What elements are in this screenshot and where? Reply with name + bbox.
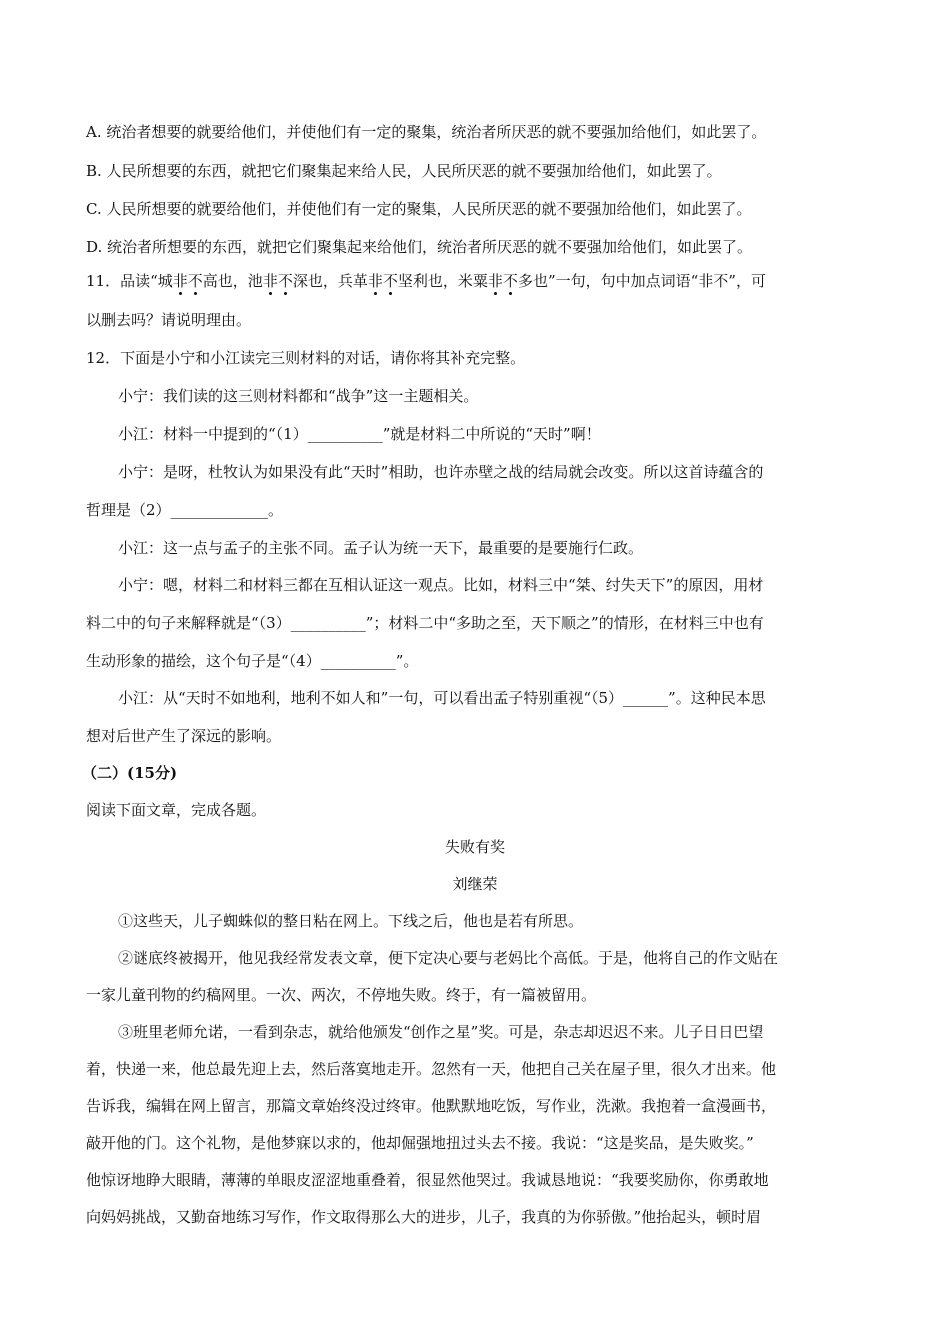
option-a: A. 统治者想要的就要给他们，并使他们有一定的聚集，统治者所厌恶的就不要强加给他们，如此罢了。 <box>86 123 767 141</box>
dialogue-line: 生动形象的描绘，这个句子是“（4）__________”。 <box>86 652 419 670</box>
q11-text-5: 多也”一句，句中加点词语“非不”，可 <box>517 272 766 290</box>
article-title: 失败有奖 <box>444 838 505 856</box>
dialogue-line: 小江：材料一中提到的“（1）__________”就是材料二中所说的“天时”啊！ <box>118 425 601 443</box>
emphasis-dot-char: 非 <box>262 272 278 290</box>
question-11-line-2: 以删去吗？请说明理由。 <box>86 311 252 329</box>
article-paragraph: 一家儿童刊物的约稿网里。一次、两次，不停地失败。终于，有一篇被留用。 <box>86 986 597 1004</box>
q11-text-2: 高也，池 <box>202 272 263 290</box>
dialogue-line: 小宁：嗯，材料二和材料三都在互相认证这一观点。比如，材料三中“桀、纣失天下”的原因，用材 <box>118 576 764 594</box>
section-heading: （二）(15分) <box>82 764 178 782</box>
emphasis-dot-char: 非 <box>172 272 188 290</box>
dialogue-line: 料二中的句子来解释就是“（3）__________”；材料二中“多助之至，天下顺之”的情形，在材料三中也有 <box>86 614 764 632</box>
article-paragraph: 告诉我，编辑在网上留言，那篇文章始终没过终审。他默默地吃饭，写作业，洗漱。我抱着一盒漫画书， <box>86 1097 777 1115</box>
q11-text-1: 11．品读“城 <box>86 272 173 290</box>
emphasis-dot-char: 不 <box>187 272 203 290</box>
article-paragraph: 着，快递一来，他总最先迎上去，然后落寞地走开。忽然有一天，他把自己关在屋子里，很久才出来。他 <box>86 1060 777 1078</box>
dialogue-line: 小江：这一点与孟子的主张不同。孟子认为统一天下，最重要的是要施行仁政。 <box>118 539 644 557</box>
question-12-title: 12．下面是小宁和小江读完三则材料的对话，请你将其补充完整。 <box>86 349 526 367</box>
option-d: D. 统治者所想要的东西，就把它们聚集起来给他们，统治者所厌恶的就不要强加给他们，如此罢了。 <box>86 238 753 256</box>
emphasis-dot-word-4 <box>488 272 518 290</box>
emphasis-dot-word-2 <box>263 272 293 290</box>
emphasis-dot-char: 不 <box>277 272 293 290</box>
question-11 <box>86 271 766 291</box>
option-b: B. 人民所想要的东西，就把它们聚集起来给人民，人民所厌恶的就不要强加给他们，如此罢了。 <box>86 162 722 180</box>
emphasis-dot-char: 非 <box>367 272 383 290</box>
dialogue-line: 小宁：是呀，杜牧认为如果没有此“天时”相助，也许赤壁之战的结局就会改变。所以这首诗蕴含的 <box>118 463 764 481</box>
article-paragraph: ②谜底终被揭开，他见我经常发表文章，便下定决心要与老妈比个高低。于是，他将自己的作文贴在 <box>118 949 779 967</box>
emphasis-dot-char: 不 <box>502 272 518 290</box>
option-c: C. 人民所想要的就要给他们，并使他们有一定的聚集，人民所厌恶的就不要强加给他们，如此罢了。 <box>86 200 752 218</box>
dialogue-line: 小江：从“天时不如地利，地利不如人和”一句，可以看出孟子特别重视“（5）______”。这种民本思 <box>118 689 766 707</box>
dialogue-line: 想对后世产生了深远的影响。 <box>86 727 282 745</box>
article-author: 刘继荣 <box>452 875 498 893</box>
section-instruction: 阅读下面文章，完成各题。 <box>86 801 267 819</box>
emphasis-dot-word-1 <box>173 272 203 290</box>
q11-text-4: 坚利也，米粟 <box>397 272 488 290</box>
emphasis-dot-char: 非 <box>487 272 503 290</box>
dialogue-line: 哲理是（2）_____________。 <box>86 501 284 519</box>
emphasis-dot-char: 不 <box>382 272 398 290</box>
article-paragraph: 向妈妈挑战，又勤奋地练习写作，作文取得那么大的进步，儿子，我真的为你骄傲。”他抬起头，顿时眉 <box>86 1208 762 1226</box>
dialogue-line: 小宁：我们读的这三则材料都和“战争”这一主题相关。 <box>118 387 479 405</box>
article-paragraph: 他惊讶地睁大眼睛，薄薄的单眼皮涩涩地重叠着，很显然他哭过。我诚恳地说：“我要奖励你，你勇敢地 <box>86 1171 769 1189</box>
article-paragraph: ③班里老师允诺，一看到杂志，就给他颁发“创作之星”奖。可是，杂志却迟迟不来。儿子日日巴望 <box>118 1023 764 1041</box>
article-paragraph: ①这些天，儿子蜘蛛似的整日粘在网上。下线之后，他也是若有所思。 <box>118 912 584 930</box>
q11-text-3: 深也，兵革 <box>292 272 368 290</box>
article-paragraph: 敲开他的门。这个礼物，是他梦寐以求的，他却倔强地扭过头去不接。我说：“这是奖品，是失败奖。” <box>86 1134 754 1152</box>
emphasis-dot-word-3 <box>368 272 398 290</box>
